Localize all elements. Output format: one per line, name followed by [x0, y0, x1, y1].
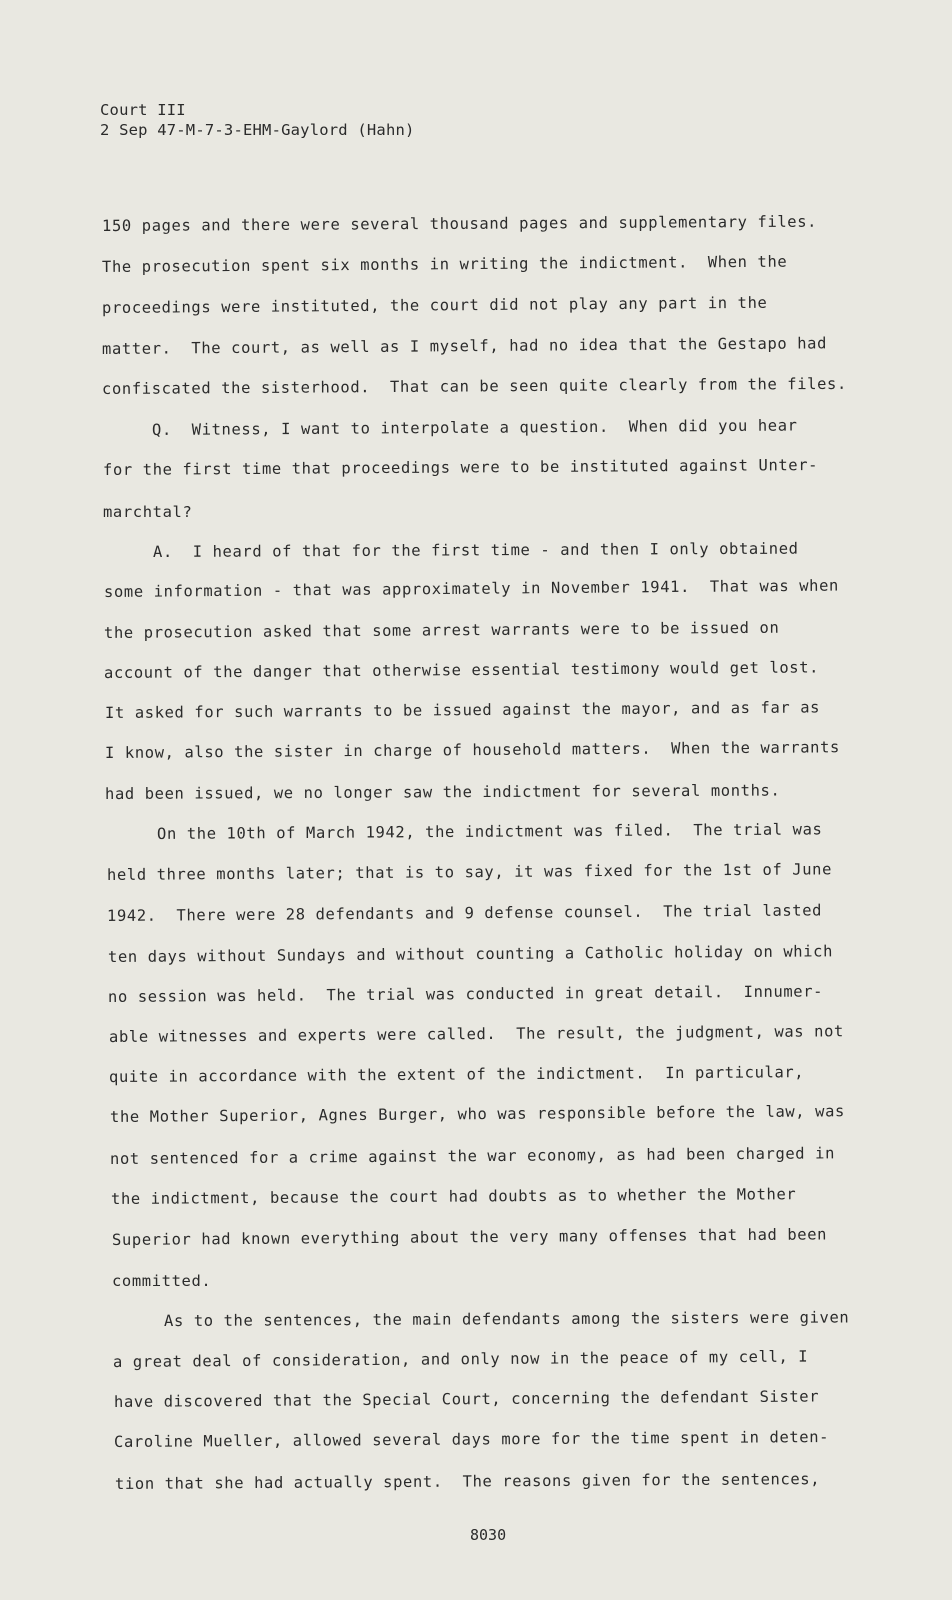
text-line: had been issued, we no longer saw the indictment for several months. — [104, 781, 781, 803]
text-line: the indictment, because the court had doubts as to whether the Mother — [110, 1185, 797, 1208]
text-line: A. I heard of that for the first time - and then I only obtained — [152, 539, 799, 561]
court-label: Court III — [100, 101, 186, 119]
text-line: As to the sentences, the main defendants among the sisters were given — [163, 1308, 850, 1330]
text-line: 1942. There were 28 defendants and 9 defense counsel. The trial lasted — [106, 901, 823, 925]
text-line: the Mother Superior, Agnes Burger, who was responsible before the law, was — [109, 1102, 846, 1126]
text-line: marchtal? — [103, 503, 193, 521]
text-line: Caroline Mueller, allowed several days more for the time spent in deten- — [113, 1428, 830, 1451]
text-line: The prosecution spent six months in writing the indictment. When the — [101, 252, 788, 276]
session-reference: 2 Sep 47-M-7-3-EHM-Gaylord (Hahn) — [100, 121, 415, 139]
text-line: I know, also the sister in charge of household matters. When the warrants — [104, 738, 841, 762]
document-header — [100, 100, 415, 140]
text-line: 150 pages and there were several thousand pages and supplementary files. — [101, 212, 818, 235]
text-line: proceedings were instituted, the court did not play any part in the — [101, 293, 768, 317]
text-line: ten days without Sundays and without counting a Catholic holiday on which — [107, 942, 834, 966]
text-line: not sentenced for a crime against the war economy, as had been charged in — [109, 1144, 836, 1168]
text-line: able witnesses and experts were called. The result, the judgment, was not — [108, 1022, 845, 1046]
text-line: It asked for such warrants to be issued against the mayor, and as far as — [104, 698, 821, 722]
text-line: tion that she had actually spent. The reasons given for the sentences, — [114, 1470, 821, 1493]
text-line: have discovered that the Special Court, concerning the defendant Sister — [113, 1387, 820, 1411]
text-line: confiscated the sisterhood. That can be seen quite clearly from the files. — [101, 374, 847, 398]
text-line: no session was held. The trial was conducted in great detail. Innumer- — [107, 982, 824, 1006]
page-number: 8030 — [470, 1526, 507, 1544]
text-line: account of the danger that otherwise essential testimony would get lost. — [103, 658, 820, 682]
text-line: a great deal of consideration, and only now in the peace of my cell, I — [112, 1347, 809, 1371]
text-line: Q. Witness, I want to interpolate a question. When did you hear — [151, 416, 798, 439]
text-line: for the first time that proceedings were to be instituted against Unter- — [102, 456, 819, 479]
text-line: quite in accordance with the extent of the indictment. In particular, — [108, 1063, 805, 1086]
text-line: committed. — [112, 1272, 212, 1290]
text-line: matter. The court, as well as I myself, had no idea that the Gestapo had — [101, 334, 828, 358]
text-line: some information - that was approximately in November 1941. That was when — [103, 576, 840, 601]
text-line: On the 10th of March 1942, the indictment was filed. The trial was — [156, 820, 823, 843]
text-line: Superior had known everything about the very many offenses that had been — [111, 1225, 828, 1249]
text-line: the prosecution asked that some arrest warrants were to be issued on — [103, 618, 780, 642]
text-line: held three months later; that is to say, it was fixed for the 1st of June — [106, 860, 833, 884]
